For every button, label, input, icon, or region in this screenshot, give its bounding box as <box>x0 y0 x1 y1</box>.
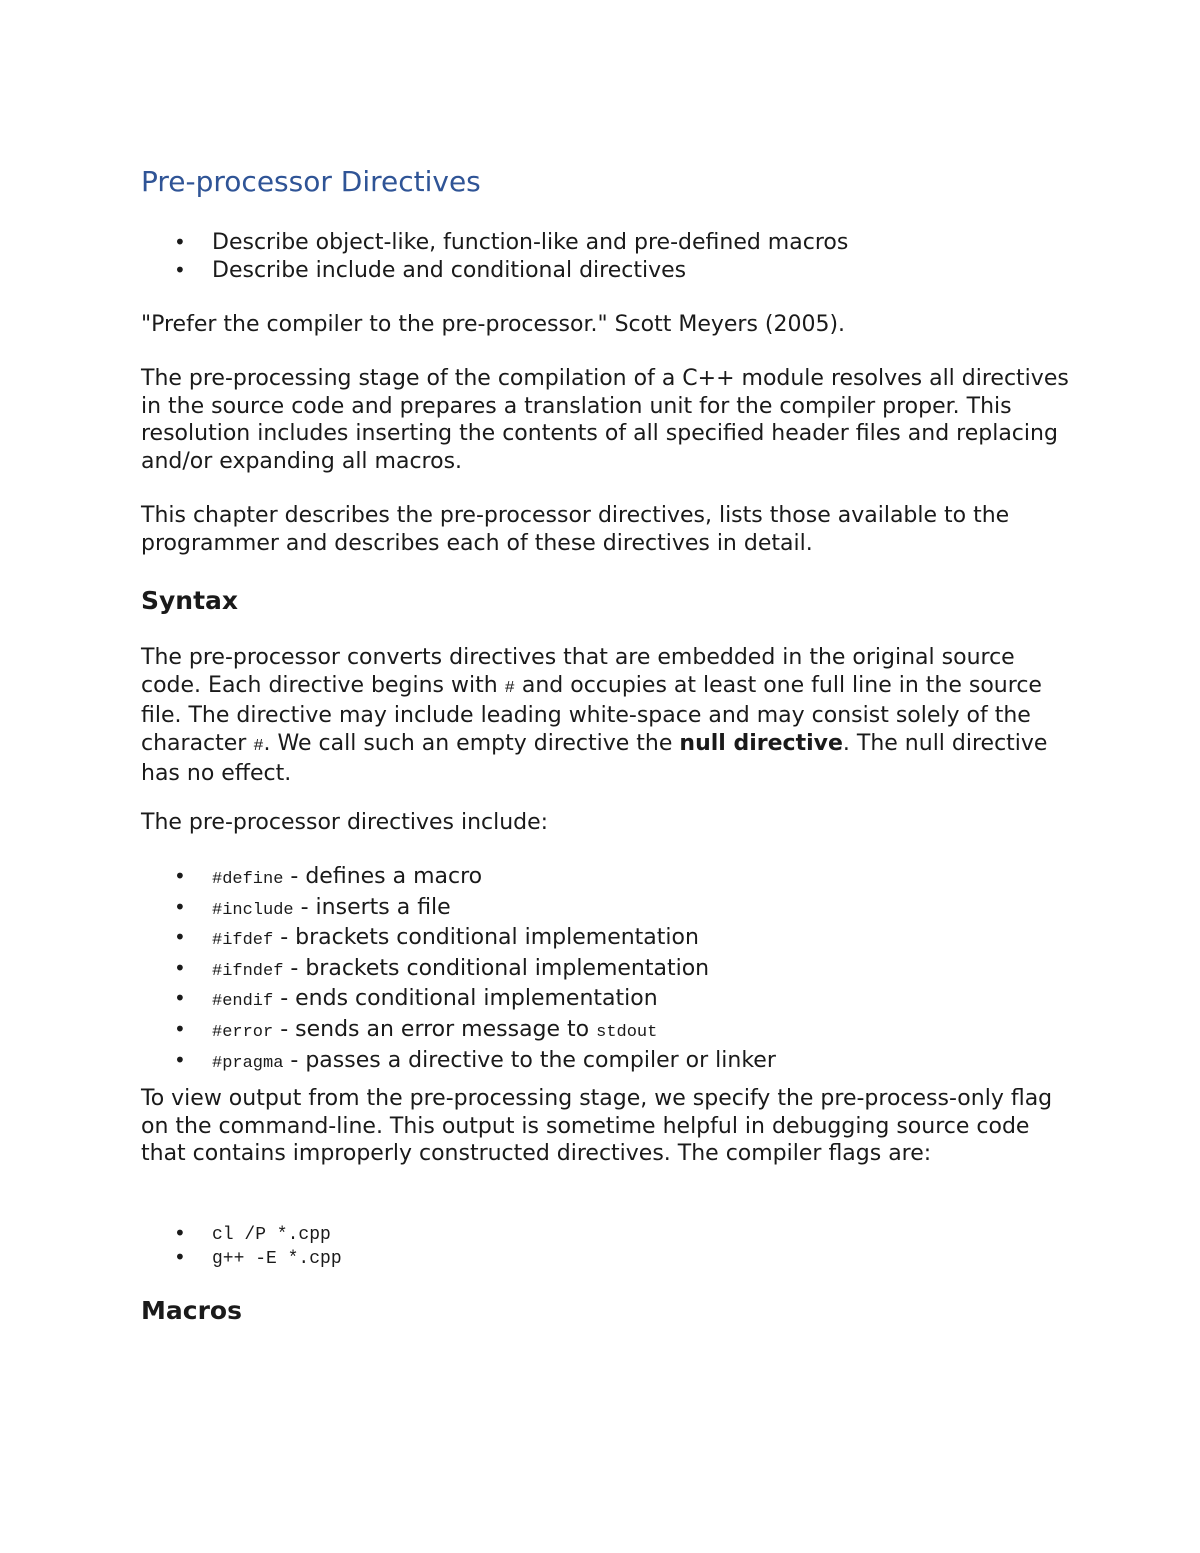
quote: "Prefer the compiler to the pre-processor." Scott Meyers (2005). <box>141 312 846 337</box>
bullet-icon: • <box>174 1047 186 1072</box>
bullet-icon: • <box>174 1221 186 1245</box>
bullet-icon: • <box>174 955 186 980</box>
inline-code: stdout <box>596 1022 658 1042</box>
directive-code: #error <box>212 1022 274 1042</box>
directive-code: #include <box>212 900 294 920</box>
bullet-icon: • <box>174 894 186 919</box>
list-item: • #error - sends an error message to stdout <box>174 1016 658 1042</box>
page-title: Pre-processor Directives <box>141 165 481 198</box>
list-item <box>141 1222 342 1246</box>
macros-heading: Macros <box>141 1296 242 1325</box>
list-item: • Describe include and conditional directives <box>174 257 687 283</box>
list-item: • #pragma - passes a directive to the compiler or linker <box>174 1047 776 1073</box>
bold-term: null directive <box>679 730 843 756</box>
list-item: • #endif - ends conditional implementation <box>174 986 658 1012</box>
directives-intro: The pre-processor directives include: <box>141 810 549 835</box>
list-item: • #include - inserts a file <box>174 894 451 920</box>
directive-code: #endif <box>212 992 274 1012</box>
output-paragraph: To view output from the pre-processing stage, we specify the pre-process-only flag on the command-line. This output is sometime helpful in debugging source code that contains improperly constructed directives. The compiler flags are: <box>141 1086 1053 1167</box>
list-item: • #ifndef - brackets conditional implementation <box>174 955 710 981</box>
list-item: • Describe object-like, function-like and pre-defined macros <box>174 230 849 255</box>
syntax-heading: Syntax <box>141 586 239 615</box>
bullet-icon: • <box>174 1016 186 1041</box>
bullet-icon: • <box>174 257 186 282</box>
bullet-icon: • <box>174 986 186 1011</box>
bullet-icon: • <box>174 864 186 888</box>
bullet-icon: • <box>174 230 186 254</box>
objectives-list <box>141 229 848 284</box>
syntax-paragraph: The pre-processor converts directives that are embedded in the original source code. Each directive begins with # and occupies at least one full line in the source file. The directive may include leading white-space and may consist solely of the character #. We call such an empty directive the null directive. The null directive has no effect. <box>141 645 1048 787</box>
flags-list <box>141 1222 342 1270</box>
directive-code: #ifdef <box>212 931 274 951</box>
directive-code: #ifndef <box>212 961 284 981</box>
flag-code: g++ -E *.cpp <box>212 1249 342 1269</box>
flag-code: cl /P *.cpp <box>212 1225 331 1245</box>
list-item: • #ifdef - brackets conditional implementation <box>174 925 699 951</box>
directive-code: #define <box>212 870 284 889</box>
inline-code: # <box>504 678 515 698</box>
directive-code: #pragma <box>212 1053 284 1073</box>
intro-paragraph: The pre-processing stage of the compilation of a C++ module resolves all directives in the source code and prepares a translation unit for the compiler proper. This resolution includes inserting the contents of all specified header files and replacing and/or expanding all macros. <box>141 366 1069 474</box>
list-item: • #define - defines a macro <box>174 864 483 889</box>
bullet-icon: • <box>174 925 186 950</box>
bullet-icon: • <box>174 1245 186 1269</box>
directives-list <box>141 863 776 1077</box>
inline-code: # <box>253 736 264 756</box>
chapter-paragraph: This chapter describes the pre-processor directives, lists those available to the programmer and describes each of these directives in detail. <box>141 503 1010 556</box>
list-item <box>141 1246 342 1270</box>
